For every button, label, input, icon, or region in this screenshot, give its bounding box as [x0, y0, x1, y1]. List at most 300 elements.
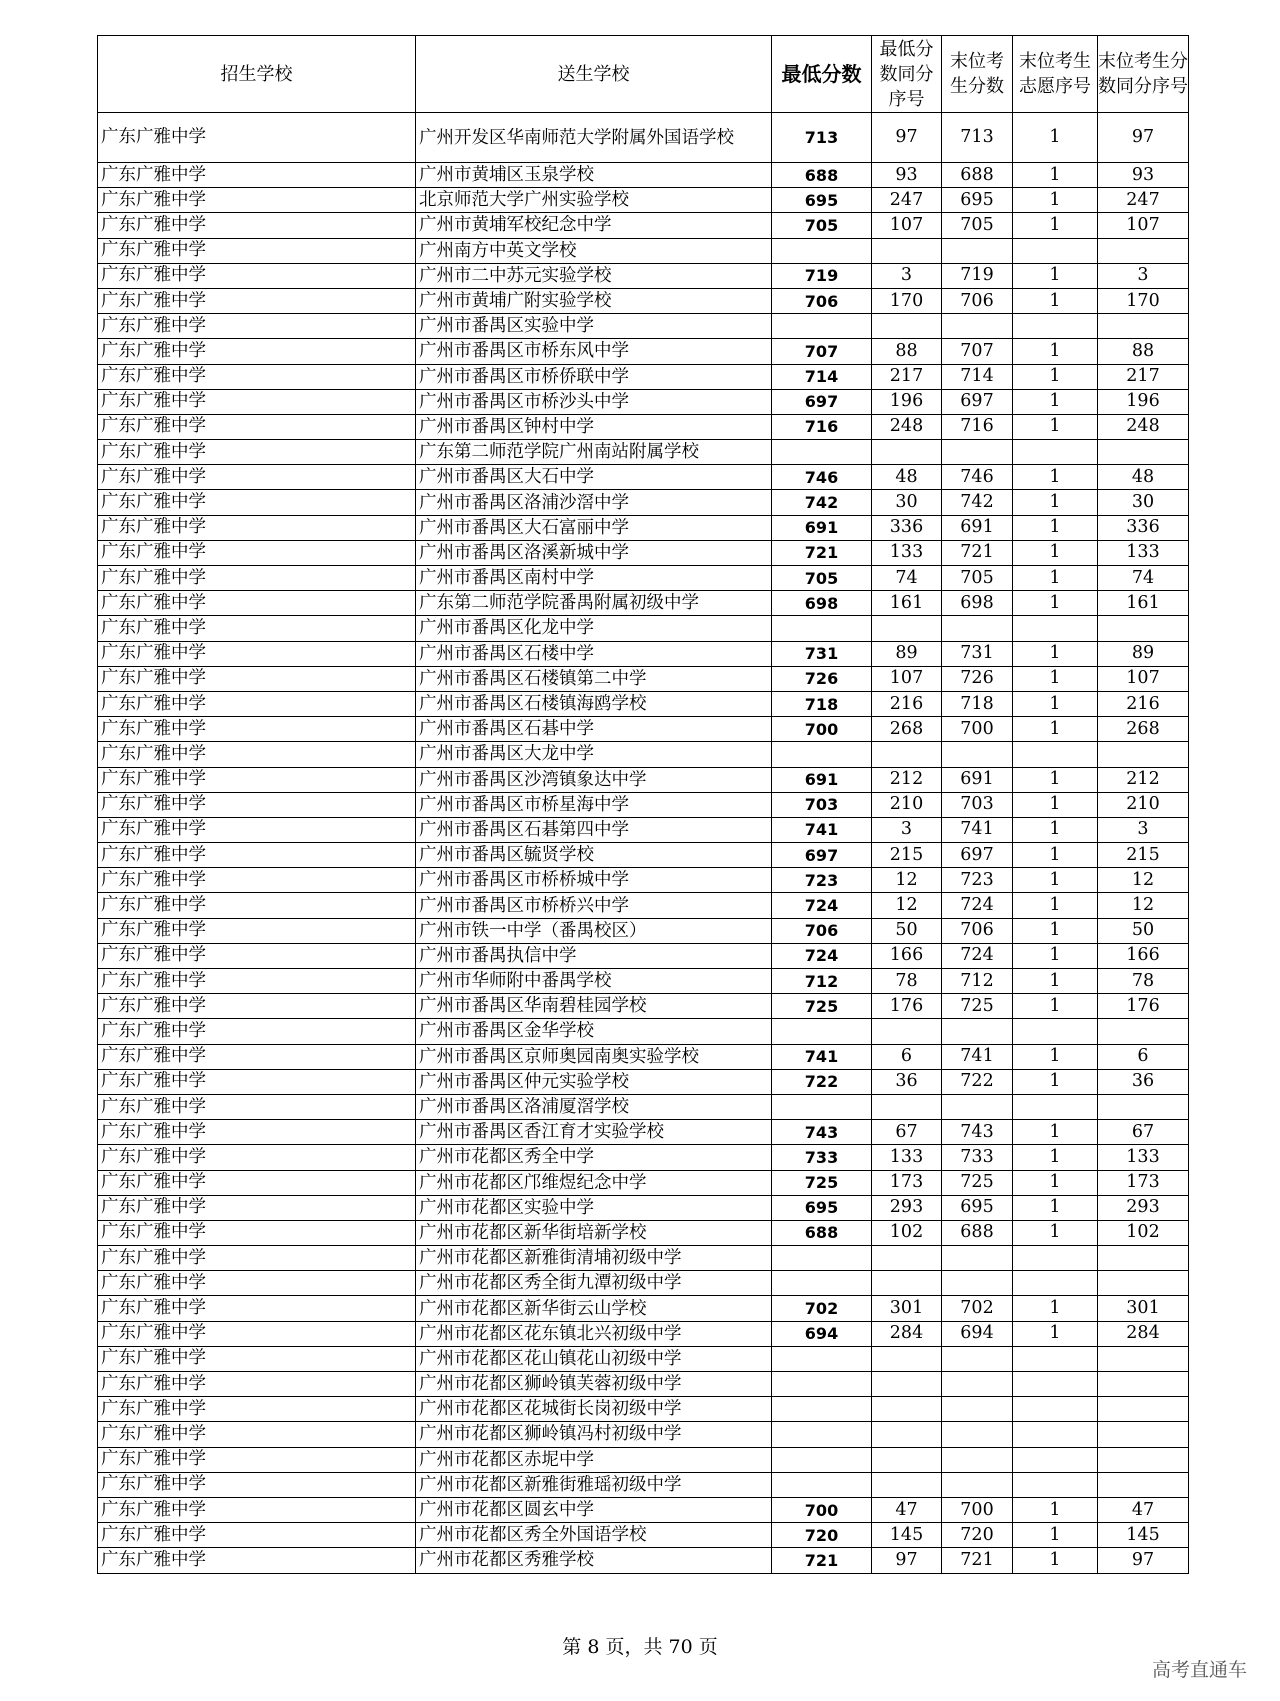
cell-last-score-rank: 47 — [1098, 1497, 1189, 1522]
cell-last-score — [942, 1372, 1013, 1397]
cell-last-score-rank: 166 — [1098, 943, 1189, 968]
cell-last-score: 718 — [942, 691, 1013, 716]
cell-last-choice-order — [1013, 1346, 1098, 1371]
cell-last-score-rank: 196 — [1098, 389, 1189, 414]
table-row — [98, 591, 1189, 616]
cell-enroll-school: 广东广雅中学 — [98, 1170, 416, 1195]
cell-enroll-school: 广东广雅中学 — [98, 843, 416, 868]
cell-min-score-rank: 176 — [872, 994, 942, 1019]
table-header-row — [98, 36, 1189, 113]
cell-sending-school: 北京师范大学广州实验学校 — [416, 188, 772, 213]
table-row — [98, 490, 1189, 515]
cell-last-score-rank: 107 — [1098, 213, 1189, 238]
cell-min-score-rank — [872, 1246, 942, 1271]
cell-sending-school: 广州市花都区新雅街清埔初级中学 — [416, 1246, 772, 1271]
cell-last-score: 697 — [942, 843, 1013, 868]
cell-sending-school: 广州市番禺区毓贤学校 — [416, 843, 772, 868]
cell-last-choice-order: 1 — [1013, 490, 1098, 515]
cell-last-score: 688 — [942, 1220, 1013, 1245]
cell-sending-school: 广州市番禺区化龙中学 — [416, 616, 772, 641]
cell-last-score — [942, 1346, 1013, 1371]
page-number: 第 8 页，共 70 页 — [562, 1636, 718, 1658]
cell-min-score: 694 — [772, 1321, 872, 1346]
cell-last-score-rank: 48 — [1098, 465, 1189, 490]
cell-sending-school: 广州市番禺区市桥桥城中学 — [416, 868, 772, 893]
header-last-choice-order: 末位考生志愿序号 — [1013, 36, 1098, 113]
cell-last-score-rank: 133 — [1098, 540, 1189, 565]
header-last-score-rank: 末位考生分数同分序号 — [1098, 36, 1189, 113]
cell-last-score: 713 — [942, 113, 1013, 163]
cell-last-score: 746 — [942, 465, 1013, 490]
cell-min-score-rank — [872, 1271, 942, 1296]
cell-sending-school: 广州市番禺区华南碧桂园学校 — [416, 994, 772, 1019]
table-row — [98, 440, 1189, 465]
table-row — [98, 1346, 1189, 1371]
cell-sending-school: 广州市华师附中番禺学校 — [416, 969, 772, 994]
cell-last-score-rank: 145 — [1098, 1523, 1189, 1548]
header-sending-school: 送生学校 — [416, 36, 772, 113]
cell-last-score — [942, 1271, 1013, 1296]
cell-sending-school: 广州市番禺区大龙中学 — [416, 742, 772, 767]
cell-min-score-rank — [872, 440, 942, 465]
cell-min-score: 697 — [772, 843, 872, 868]
cell-last-choice-order: 1 — [1013, 113, 1098, 163]
cell-min-score: 723 — [772, 868, 872, 893]
cell-last-score-rank: 102 — [1098, 1220, 1189, 1245]
cell-last-choice-order: 1 — [1013, 414, 1098, 439]
cell-enroll-school: 广东广雅中学 — [98, 742, 416, 767]
table-row — [98, 566, 1189, 591]
cell-min-score — [772, 440, 872, 465]
cell-min-score: 722 — [772, 1069, 872, 1094]
cell-last-score — [942, 314, 1013, 339]
admission-table — [97, 35, 1189, 1574]
cell-last-choice-order: 1 — [1013, 1296, 1098, 1321]
cell-min-score — [772, 1422, 872, 1447]
cell-last-score-rank — [1098, 1447, 1189, 1472]
cell-enroll-school: 广东广雅中学 — [98, 717, 416, 742]
cell-min-score — [772, 1094, 872, 1119]
cell-min-score-rank: 74 — [872, 566, 942, 591]
cell-last-choice-order — [1013, 314, 1098, 339]
cell-min-score-rank — [872, 1094, 942, 1119]
cell-enroll-school: 广东广雅中学 — [98, 666, 416, 691]
cell-min-score: 742 — [772, 490, 872, 515]
cell-last-score-rank — [1098, 1246, 1189, 1271]
cell-min-score — [772, 1472, 872, 1497]
cell-enroll-school: 广东广雅中学 — [98, 1548, 416, 1573]
cell-sending-school: 广州市番禺区洛浦沙滘中学 — [416, 490, 772, 515]
cell-last-score-rank — [1098, 1372, 1189, 1397]
cell-min-score: 725 — [772, 994, 872, 1019]
cell-last-score: 694 — [942, 1321, 1013, 1346]
cell-enroll-school: 广东广雅中学 — [98, 691, 416, 716]
cell-min-score-rank: 173 — [872, 1170, 942, 1195]
cell-sending-school: 广东第二师范学院番禺附属初级中学 — [416, 591, 772, 616]
cell-last-score-rank: 107 — [1098, 666, 1189, 691]
cell-enroll-school: 广东广雅中学 — [98, 1321, 416, 1346]
cell-enroll-school: 广东广雅中学 — [98, 943, 416, 968]
cell-last-choice-order: 1 — [1013, 1548, 1098, 1573]
cell-enroll-school: 广东广雅中学 — [98, 389, 416, 414]
table-row — [98, 893, 1189, 918]
cell-min-score: 718 — [772, 691, 872, 716]
table-row — [98, 1069, 1189, 1094]
cell-enroll-school: 广东广雅中学 — [98, 591, 416, 616]
header-min-score: 最低分数 — [772, 36, 872, 113]
cell-min-score-rank: 97 — [872, 1548, 942, 1573]
cell-min-score: 731 — [772, 641, 872, 666]
cell-last-choice-order — [1013, 1094, 1098, 1119]
table-row — [98, 540, 1189, 565]
cell-min-score-rank: 133 — [872, 1145, 942, 1170]
cell-last-choice-order: 1 — [1013, 1120, 1098, 1145]
cell-enroll-school: 广东广雅中学 — [98, 994, 416, 1019]
cell-sending-school: 广州市花都区花山镇花山初级中学 — [416, 1346, 772, 1371]
cell-min-score-rank: 284 — [872, 1321, 942, 1346]
cell-last-score: 706 — [942, 288, 1013, 313]
cell-enroll-school: 广东广雅中学 — [98, 440, 416, 465]
cell-last-choice-order: 1 — [1013, 666, 1098, 691]
table-row — [98, 188, 1189, 213]
cell-min-score-rank: 88 — [872, 339, 942, 364]
cell-last-score-rank: 30 — [1098, 490, 1189, 515]
cell-last-score-rank: 6 — [1098, 1044, 1189, 1069]
cell-min-score: 703 — [772, 792, 872, 817]
cell-last-choice-order: 1 — [1013, 918, 1098, 943]
table-row — [98, 792, 1189, 817]
cell-min-score-rank: 47 — [872, 1497, 942, 1522]
cell-enroll-school: 广东广雅中学 — [98, 113, 416, 163]
header-enroll-school: 招生学校 — [98, 36, 416, 113]
table-row — [98, 1271, 1189, 1296]
cell-min-score-rank: 67 — [872, 1120, 942, 1145]
table-row — [98, 691, 1189, 716]
cell-min-score: 705 — [772, 566, 872, 591]
cell-min-score: 700 — [772, 1497, 872, 1522]
cell-min-score: 713 — [772, 113, 872, 163]
cell-min-score-rank — [872, 238, 942, 263]
watermark: 高考直通车 — [1151, 1659, 1247, 1681]
table-row — [98, 1044, 1189, 1069]
cell-last-score: 703 — [942, 792, 1013, 817]
cell-enroll-school: 广东广雅中学 — [98, 515, 416, 540]
cell-enroll-school: 广东广雅中学 — [98, 1044, 416, 1069]
table-row — [98, 1397, 1189, 1422]
table-row — [98, 1548, 1189, 1573]
cell-sending-school: 广州市番禺区市桥星海中学 — [416, 792, 772, 817]
cell-enroll-school: 广东广雅中学 — [98, 1447, 416, 1472]
cell-min-score: 719 — [772, 263, 872, 288]
cell-enroll-school: 广东广雅中学 — [98, 767, 416, 792]
cell-last-score: 721 — [942, 540, 1013, 565]
table-row — [98, 1372, 1189, 1397]
cell-enroll-school: 广东广雅中学 — [98, 414, 416, 439]
cell-enroll-school: 广东广雅中学 — [98, 364, 416, 389]
cell-last-score-rank: 3 — [1098, 263, 1189, 288]
table-row — [98, 389, 1189, 414]
table-row — [98, 1523, 1189, 1548]
table-row — [98, 616, 1189, 641]
table-row — [98, 742, 1189, 767]
cell-last-choice-order — [1013, 1372, 1098, 1397]
cell-last-score-rank: 74 — [1098, 566, 1189, 591]
header-last-score: 末位考生分数 — [942, 36, 1013, 113]
cell-last-choice-order: 1 — [1013, 717, 1098, 742]
cell-min-score-rank: 145 — [872, 1523, 942, 1548]
cell-last-score: 722 — [942, 1069, 1013, 1094]
cell-sending-school: 广州市番禺区石楼镇海鸥学校 — [416, 691, 772, 716]
cell-min-score: 705 — [772, 213, 872, 238]
cell-last-score — [942, 1019, 1013, 1044]
cell-last-score-rank: 97 — [1098, 113, 1189, 163]
cell-last-score: 695 — [942, 1195, 1013, 1220]
cell-last-score: 691 — [942, 515, 1013, 540]
cell-min-score: 688 — [772, 1220, 872, 1245]
cell-min-score-rank: 50 — [872, 918, 942, 943]
cell-min-score-rank: 12 — [872, 893, 942, 918]
cell-enroll-school: 广东广雅中学 — [98, 314, 416, 339]
cell-min-score: 691 — [772, 515, 872, 540]
cell-last-score: 731 — [942, 641, 1013, 666]
cell-last-score-rank: 50 — [1098, 918, 1189, 943]
cell-last-score-rank: 12 — [1098, 893, 1189, 918]
cell-last-score: 698 — [942, 591, 1013, 616]
cell-last-score — [942, 1422, 1013, 1447]
cell-last-choice-order: 1 — [1013, 389, 1098, 414]
cell-last-score-rank: 268 — [1098, 717, 1189, 742]
table-row — [98, 641, 1189, 666]
cell-enroll-school: 广东广雅中学 — [98, 1271, 416, 1296]
cell-last-score: 707 — [942, 339, 1013, 364]
cell-sending-school: 广州市黄埔广附实验学校 — [416, 288, 772, 313]
cell-last-choice-order: 1 — [1013, 969, 1098, 994]
cell-last-choice-order: 1 — [1013, 943, 1098, 968]
cell-min-score: 725 — [772, 1170, 872, 1195]
cell-enroll-school: 广东广雅中学 — [98, 792, 416, 817]
table-row — [98, 465, 1189, 490]
cell-min-score: 706 — [772, 918, 872, 943]
cell-min-score-rank: 196 — [872, 389, 942, 414]
cell-last-choice-order: 1 — [1013, 1497, 1098, 1522]
cell-min-score-rank — [872, 1472, 942, 1497]
table-row — [98, 1170, 1189, 1195]
cell-min-score-rank: 336 — [872, 515, 942, 540]
cell-last-score: 700 — [942, 717, 1013, 742]
cell-last-choice-order — [1013, 1397, 1098, 1422]
cell-sending-school: 广州市二中苏元实验学校 — [416, 263, 772, 288]
cell-min-score: 695 — [772, 1195, 872, 1220]
cell-last-choice-order: 1 — [1013, 364, 1098, 389]
table-row — [98, 1246, 1189, 1271]
table-row — [98, 113, 1189, 163]
cell-min-score: 720 — [772, 1523, 872, 1548]
cell-last-choice-order — [1013, 1019, 1098, 1044]
cell-sending-school: 广州南方中英文学校 — [416, 238, 772, 263]
cell-min-score: 697 — [772, 389, 872, 414]
table-row — [98, 943, 1189, 968]
table-row — [98, 767, 1189, 792]
table-row — [98, 288, 1189, 313]
cell-min-score-rank — [872, 742, 942, 767]
cell-last-choice-order: 1 — [1013, 263, 1098, 288]
cell-sending-school: 广州市花都区秀雅学校 — [416, 1548, 772, 1573]
cell-last-score-rank — [1098, 616, 1189, 641]
cell-enroll-school: 广东广雅中学 — [98, 540, 416, 565]
cell-last-score-rank: 78 — [1098, 969, 1189, 994]
cell-last-choice-order — [1013, 1271, 1098, 1296]
cell-sending-school: 广州市花都区新华街云山学校 — [416, 1296, 772, 1321]
cell-min-score: 741 — [772, 1044, 872, 1069]
cell-last-choice-order — [1013, 440, 1098, 465]
table-row — [98, 717, 1189, 742]
cell-last-score-rank: 170 — [1098, 288, 1189, 313]
cell-last-score-rank: 293 — [1098, 1195, 1189, 1220]
table-row — [98, 666, 1189, 691]
cell-enroll-school: 广东广雅中学 — [98, 1094, 416, 1119]
cell-min-score: 724 — [772, 943, 872, 968]
cell-last-choice-order: 1 — [1013, 540, 1098, 565]
table-row — [98, 339, 1189, 364]
cell-min-score-rank: 212 — [872, 767, 942, 792]
cell-min-score — [772, 616, 872, 641]
cell-sending-school: 广州市花都区花城街长岗初级中学 — [416, 1397, 772, 1422]
cell-sending-school: 广州市番禺区石碁第四中学 — [416, 817, 772, 842]
cell-min-score-rank — [872, 314, 942, 339]
cell-last-choice-order: 1 — [1013, 1044, 1098, 1069]
cell-last-choice-order — [1013, 742, 1098, 767]
table-row — [98, 1195, 1189, 1220]
cell-min-score: 743 — [772, 1120, 872, 1145]
cell-enroll-school: 广东广雅中学 — [98, 1246, 416, 1271]
cell-last-score — [942, 440, 1013, 465]
cell-last-score — [942, 1094, 1013, 1119]
cell-last-score: 743 — [942, 1120, 1013, 1145]
cell-min-score: 733 — [772, 1145, 872, 1170]
cell-enroll-school: 广东广雅中学 — [98, 263, 416, 288]
cell-last-score: 697 — [942, 389, 1013, 414]
cell-min-score: 706 — [772, 288, 872, 313]
cell-min-score-rank: 215 — [872, 843, 942, 868]
cell-min-score-rank: 78 — [872, 969, 942, 994]
cell-min-score-rank: 217 — [872, 364, 942, 389]
cell-min-score-rank — [872, 1346, 942, 1371]
cell-last-score-rank: 161 — [1098, 591, 1189, 616]
cell-min-score-rank: 247 — [872, 188, 942, 213]
cell-min-score-rank — [872, 1372, 942, 1397]
cell-sending-school: 广州市铁一中学（番禺校区） — [416, 918, 772, 943]
cell-last-choice-order — [1013, 1472, 1098, 1497]
cell-last-choice-order: 1 — [1013, 1195, 1098, 1220]
cell-sending-school: 广州市番禺执信中学 — [416, 943, 772, 968]
table-row — [98, 414, 1189, 439]
cell-last-score-rank — [1098, 1472, 1189, 1497]
cell-last-score: 726 — [942, 666, 1013, 691]
cell-sending-school: 广州市番禺区钟村中学 — [416, 414, 772, 439]
cell-last-score: 733 — [942, 1145, 1013, 1170]
cell-enroll-school: 广东广雅中学 — [98, 893, 416, 918]
cell-last-score-rank: 173 — [1098, 1170, 1189, 1195]
cell-last-score: 742 — [942, 490, 1013, 515]
cell-last-score-rank — [1098, 1271, 1189, 1296]
cell-min-score-rank: 6 — [872, 1044, 942, 1069]
cell-sending-school: 广州市番禺区金华学校 — [416, 1019, 772, 1044]
cell-last-score-rank — [1098, 1019, 1189, 1044]
cell-min-score-rank: 166 — [872, 943, 942, 968]
table-row — [98, 1145, 1189, 1170]
cell-last-score — [942, 238, 1013, 263]
cell-enroll-school: 广东广雅中学 — [98, 566, 416, 591]
table-row — [98, 1220, 1189, 1245]
cell-last-score: 725 — [942, 1170, 1013, 1195]
cell-enroll-school: 广东广雅中学 — [98, 1069, 416, 1094]
cell-enroll-school: 广东广雅中学 — [98, 213, 416, 238]
cell-last-choice-order: 1 — [1013, 817, 1098, 842]
cell-last-score-rank: 67 — [1098, 1120, 1189, 1145]
cell-last-score-rank: 133 — [1098, 1145, 1189, 1170]
cell-enroll-school: 广东广雅中学 — [98, 1472, 416, 1497]
cell-last-score-rank: 284 — [1098, 1321, 1189, 1346]
cell-enroll-school: 广东广雅中学 — [98, 163, 416, 188]
cell-sending-school: 广州市番禺区香江育才实验学校 — [416, 1120, 772, 1145]
cell-last-score-rank: 247 — [1098, 188, 1189, 213]
cell-min-score-rank: 133 — [872, 540, 942, 565]
cell-min-score: 712 — [772, 969, 872, 994]
table-row — [98, 364, 1189, 389]
cell-sending-school: 广州市番禺区大石中学 — [416, 465, 772, 490]
cell-last-score: 702 — [942, 1296, 1013, 1321]
cell-last-score-rank: 248 — [1098, 414, 1189, 439]
cell-last-score-rank: 12 — [1098, 868, 1189, 893]
cell-sending-school: 广州市花都区秀全外国语学校 — [416, 1523, 772, 1548]
table-row — [98, 817, 1189, 842]
cell-enroll-school: 广东广雅中学 — [98, 339, 416, 364]
cell-min-score — [772, 1246, 872, 1271]
cell-min-score — [772, 1397, 872, 1422]
cell-min-score-rank: 107 — [872, 666, 942, 691]
cell-last-score-rank — [1098, 1346, 1189, 1371]
table-row — [98, 1321, 1189, 1346]
cell-min-score-rank: 170 — [872, 288, 942, 313]
cell-sending-school: 广州市花都区秀全街九潭初级中学 — [416, 1271, 772, 1296]
cell-last-choice-order: 1 — [1013, 288, 1098, 313]
cell-min-score — [772, 1372, 872, 1397]
cell-last-choice-order: 1 — [1013, 868, 1098, 893]
table-row — [98, 314, 1189, 339]
cell-last-score: 724 — [942, 943, 1013, 968]
table-row — [98, 868, 1189, 893]
cell-sending-school: 广州市花都区花东镇北兴初级中学 — [416, 1321, 772, 1346]
table-row — [98, 1296, 1189, 1321]
cell-last-score — [942, 1472, 1013, 1497]
cell-enroll-school: 广东广雅中学 — [98, 1120, 416, 1145]
cell-last-score: 719 — [942, 263, 1013, 288]
cell-min-score-rank: 3 — [872, 817, 942, 842]
header-min-score-rank: 最低分数同分序号 — [872, 36, 942, 113]
cell-enroll-school: 广东广雅中学 — [98, 490, 416, 515]
cell-last-choice-order: 1 — [1013, 843, 1098, 868]
cell-sending-school: 广州市花都区邝维煜纪念中学 — [416, 1170, 772, 1195]
cell-sending-school: 广州市黄埔区玉泉学校 — [416, 163, 772, 188]
cell-last-choice-order — [1013, 238, 1098, 263]
cell-sending-school: 广州市番禺区市桥桥兴中学 — [416, 893, 772, 918]
cell-min-score — [772, 1447, 872, 1472]
cell-enroll-school: 广东广雅中学 — [98, 188, 416, 213]
cell-enroll-school: 广东广雅中学 — [98, 616, 416, 641]
cell-last-score — [942, 1246, 1013, 1271]
cell-min-score-rank: 248 — [872, 414, 942, 439]
cell-sending-school: 广东第二师范学院广州南站附属学校 — [416, 440, 772, 465]
